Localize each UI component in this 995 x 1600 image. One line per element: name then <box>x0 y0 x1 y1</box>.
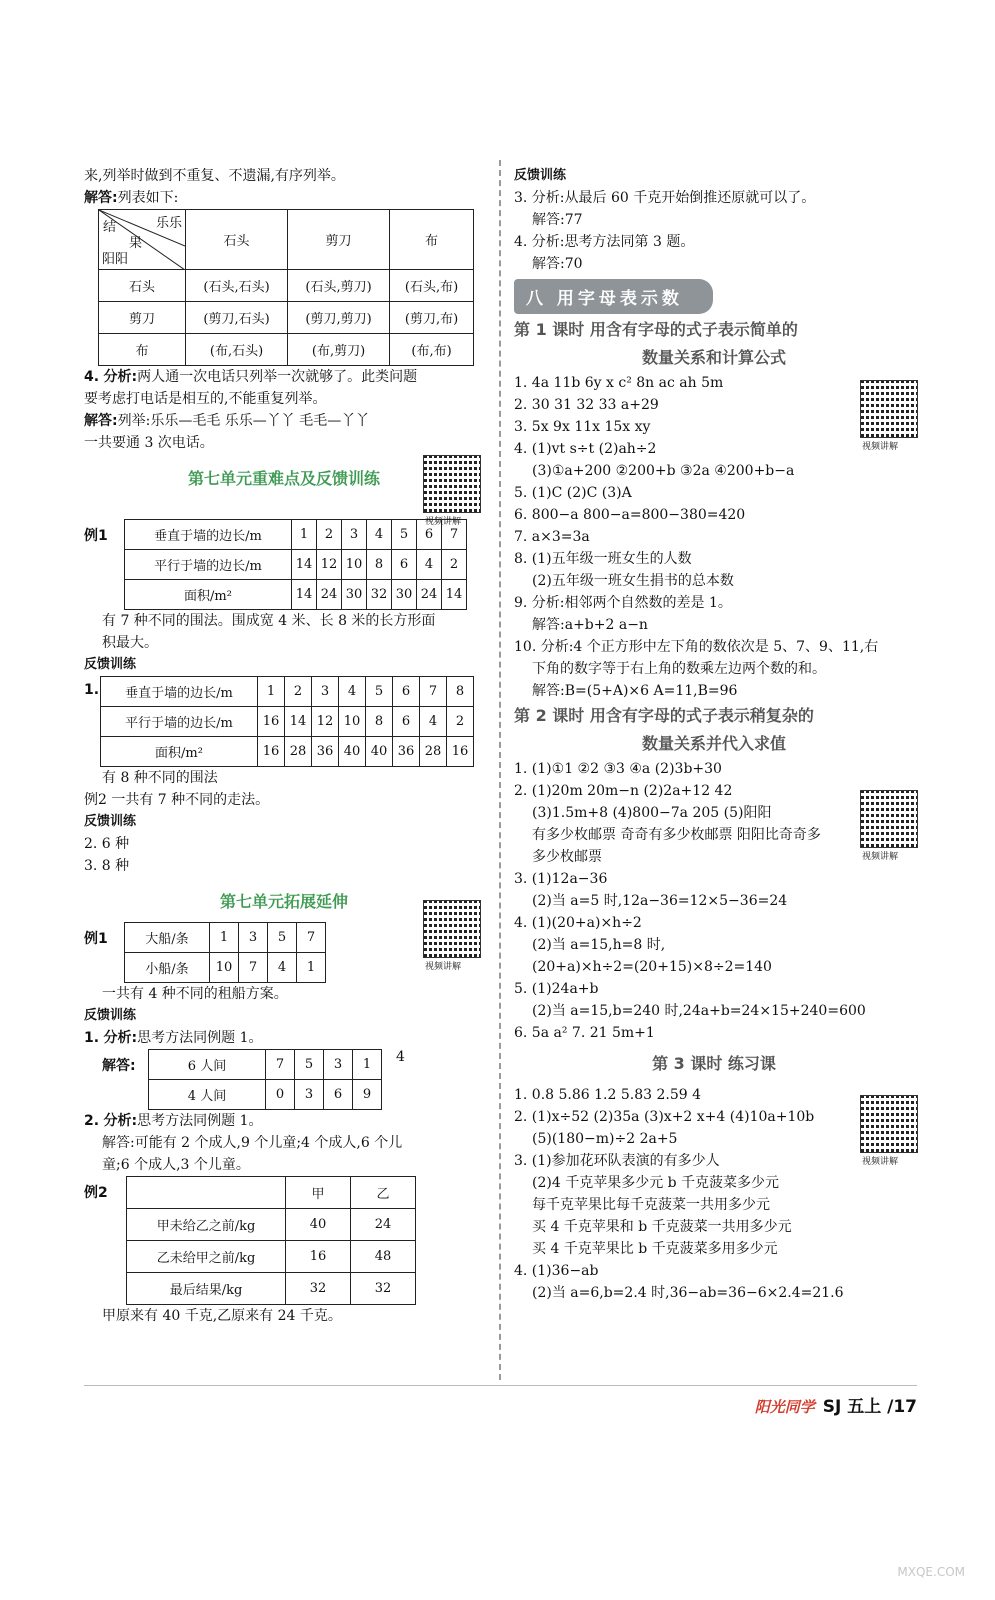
text-line: 有 7 种不同的围法。围成宽 4 米、长 8 米的长方形面 <box>102 613 436 629</box>
q-num: 1. <box>84 1030 100 1046</box>
cell: 1 <box>353 1050 382 1080</box>
row-header: 面积/m² <box>125 580 292 610</box>
subheading: 反馈训练 <box>84 1008 137 1023</box>
section-title: 第七单元重难点及反馈训练 <box>187 469 380 488</box>
cell: 32 <box>286 1273 351 1305</box>
page-number: SJ 五上 /17 <box>822 1397 917 1417</box>
fb1-table <box>100 676 474 767</box>
text: 列举:乐乐—毛毛 乐乐—丫丫 毛毛—丫丫 <box>117 413 370 429</box>
lesson-title: 第 1 课时 用含有字母的式子表示简单的 <box>514 320 798 339</box>
cell: (剪刀,剪刀) <box>288 302 390 334</box>
answer-line: 下角的数字等于右上角的数乘左边两个数的和。 <box>532 661 826 677</box>
cell: 12 <box>312 707 339 737</box>
cell: 3 <box>342 520 367 550</box>
answer-line: 2. (1)x÷52 (2)35a (3)x+2 x+4 (4)10a+10b <box>514 1109 815 1125</box>
cell: 32 <box>367 580 392 610</box>
cell: (剪刀,布) <box>390 302 474 334</box>
answer-line: (2)当 a=6,b=2.4 时,36−ab=36−6×2.4=21.6 <box>532 1285 844 1301</box>
qr-code-icon[interactable] <box>423 900 481 958</box>
answer-line: 10. 分析:4 个正方形中左下角的数依次是 5、7、9、11,右 <box>514 639 879 655</box>
row-header: 面积/m² <box>101 737 258 767</box>
cell: 4 <box>339 677 366 707</box>
cell: 14 <box>442 580 467 610</box>
text-line: 来,列举时做到不重复、不遗漏,有序列举。 <box>84 168 345 184</box>
qr-code-icon[interactable] <box>423 455 481 513</box>
answer-line: 4. (1)(20+a)×h÷2 <box>514 915 642 931</box>
cell: 36 <box>312 737 339 767</box>
qr-caption: 视频讲解 <box>425 517 462 527</box>
answer-line: 每千克苹果比每千克菠菜一共用多少元 <box>532 1197 770 1213</box>
cell: 2 <box>447 707 474 737</box>
ex3-table <box>124 922 326 983</box>
qr-caption: 视频讲解 <box>862 1157 899 1167</box>
answer-line: (2)当 a=15,h=8 时, <box>532 937 666 953</box>
cell: 40 <box>366 737 393 767</box>
left-column <box>84 165 484 1327</box>
answer-line: 1. 4a 11b 6y x c² 8n ac ah 5m <box>514 375 724 391</box>
cell: 16 <box>258 737 285 767</box>
answer-line: 5. (1)C (2)C (3)A <box>514 485 632 501</box>
answer-label: 解答: <box>102 1058 136 1074</box>
cell: 1 <box>258 677 285 707</box>
cell: 5 <box>268 923 297 953</box>
cell: 5 <box>295 1050 324 1080</box>
cell: 8 <box>367 550 392 580</box>
qr-code-icon[interactable] <box>860 380 918 438</box>
text: 思考方法同例题 1。 <box>137 1113 263 1129</box>
cell: 5 <box>392 520 417 550</box>
row-header: 垂直于墙的边长/m <box>125 520 292 550</box>
col-header: 布 <box>390 210 474 270</box>
answer-line: 买 4 千克苹果比 b 千克菠菜多用多少元 <box>532 1241 778 1257</box>
right-column <box>514 165 914 1304</box>
cell: 14 <box>292 580 317 610</box>
text-line: 2. 6 种 <box>84 836 130 852</box>
cell: 28 <box>420 737 447 767</box>
text-line: 3. 分析:从最后 60 千克开始倒推还原就可以了。 <box>514 190 816 206</box>
text-line: 解答:可能有 2 个成人,9 个儿童;4 个成人,6 个儿 <box>102 1135 403 1151</box>
answer-line: 买 4 千克苹果和 b 千克菠菜一共用多少元 <box>532 1219 792 1235</box>
cell: 0 <box>266 1080 295 1110</box>
row-header: 甲未给乙之前/kg <box>127 1209 286 1241</box>
lesson1-answers <box>514 372 914 702</box>
text-line: 4. 分析:思考方法同第 3 题。 <box>514 234 695 250</box>
answer-line: 5. (1)24a+b <box>514 981 599 997</box>
header-result: 结 <box>103 220 117 235</box>
text-line: 解答:70 <box>532 256 583 272</box>
example-label: 例2 <box>84 1185 108 1201</box>
lesson-title: 第 3 课时 练习课 <box>652 1054 776 1073</box>
cell: 40 <box>339 737 366 767</box>
example-label: 例1 <box>84 528 108 544</box>
cell: 9 <box>353 1080 382 1110</box>
cell: 1 <box>292 520 317 550</box>
cell: (布,剪刀) <box>288 334 390 366</box>
cell: 4 <box>417 550 442 580</box>
answer-line: 2. 30 31 32 33 a+29 <box>514 397 659 413</box>
qr-code-icon[interactable] <box>860 1095 918 1153</box>
text-line: 甲原来有 40 千克,乙原来有 24 千克。 <box>102 1308 342 1324</box>
answer-label: 解答: <box>84 413 118 429</box>
qr-caption: 视频讲解 <box>425 962 462 972</box>
cell: 5 <box>366 677 393 707</box>
page-footer <box>755 1392 917 1417</box>
cell: 1 <box>297 953 326 983</box>
section-title: 第七单元拓展延伸 <box>219 892 348 911</box>
cell: 4 <box>268 953 297 983</box>
cell: 4 <box>420 707 447 737</box>
answer-line: 8. (1)五年级一班女生的人数 <box>514 551 692 567</box>
cell: 10 <box>210 953 239 983</box>
q-num: 2. <box>84 1113 100 1129</box>
q-num: 4. <box>84 369 100 385</box>
cell: 16 <box>286 1241 351 1273</box>
cell: 10 <box>342 550 367 580</box>
answer-line: 3. (1)12a−36 <box>514 871 608 887</box>
qr-caption: 视频讲解 <box>862 442 899 452</box>
answer-line: 9. 分析:相邻两个自然数的差是 1。 <box>514 595 732 611</box>
lesson-title: 第 2 课时 用含有字母的式子表示稍复杂的 <box>514 706 814 725</box>
cell: 32 <box>351 1273 416 1305</box>
row-header: 布 <box>99 334 186 366</box>
cell: 4 <box>367 520 392 550</box>
subheading: 反馈训练 <box>514 168 567 183</box>
side-note: 4 <box>396 1049 405 1065</box>
answer-line: (2)4 千克苹果多少元 b 千克菠菜多少元 <box>532 1175 780 1191</box>
answer-line: (2)五年级一班女生捐书的总本数 <box>532 573 734 589</box>
header-yangyang: 阳阳 <box>102 252 129 267</box>
answer-line: 2. (1)20m 20m−n (2)2a+12 42 <box>514 783 733 799</box>
row-header: 乙未给甲之前/kg <box>127 1241 286 1273</box>
cell: 40 <box>286 1209 351 1241</box>
cell: 8 <box>447 677 474 707</box>
answer-line: 6. 800−a 800−a=800−380=420 <box>514 507 746 523</box>
cell: (石头,石头) <box>186 270 288 302</box>
answer-line: 4. (1)36−ab <box>514 1263 599 1279</box>
lesson-title: 数量关系并代入求值 <box>641 734 786 753</box>
answer-line: 多少枚邮票 <box>532 849 602 865</box>
cell: 7 <box>297 923 326 953</box>
answer-line: 有多少枚邮票 奇奇有多少枚邮票 阳阳比奇奇多 <box>532 827 821 843</box>
answer-line: (20+a)×h÷2=(20+15)×8÷2=140 <box>532 959 772 975</box>
answer-line: 解答:B=(5+A)×6 A=11,B=96 <box>532 683 738 699</box>
cell: 16 <box>258 707 285 737</box>
cell: 16 <box>447 737 474 767</box>
answer-line: 7. a×3=3a <box>514 529 590 545</box>
column-divider <box>499 160 501 1380</box>
answer-line: 3. (1)参加花环队表演的有多少人 <box>514 1153 720 1169</box>
row-header: 平行于墙的边长/m <box>101 707 258 737</box>
cell: 12 <box>317 550 342 580</box>
cell: 7 <box>266 1050 295 1080</box>
analysis-label: 分析: <box>103 1030 138 1046</box>
row-header: 小船/条 <box>125 953 210 983</box>
cell: 24 <box>417 580 442 610</box>
example-label: 例1 <box>84 931 108 947</box>
ex4-table <box>126 1176 416 1305</box>
cell: 28 <box>285 737 312 767</box>
fb3-table <box>148 1049 382 1110</box>
text-line: 童;6 个成人,3 个儿童。 <box>102 1157 250 1173</box>
cell: 2 <box>317 520 342 550</box>
ex1-table <box>124 519 467 610</box>
cell: (石头,布) <box>390 270 474 302</box>
cell: 1 <box>210 923 239 953</box>
cell: 14 <box>285 707 312 737</box>
answer-line: (5)(180−m)÷2 2a+5 <box>532 1131 678 1147</box>
row-header: 剪刀 <box>99 302 186 334</box>
answer-line: 1. (1)①1 ②2 ③3 ④a (2)3b+30 <box>514 761 722 777</box>
cell: 36 <box>393 737 420 767</box>
row-header: 石头 <box>99 270 186 302</box>
cell: 6 <box>324 1080 353 1110</box>
brand-logo: 阳光同学 <box>754 1398 815 1416</box>
analysis-label: 分析: <box>103 369 138 385</box>
cell: 7 <box>239 953 268 983</box>
cell: 3 <box>239 923 268 953</box>
cell: 6 <box>392 550 417 580</box>
lesson2-answers <box>514 758 914 1044</box>
cell: (石头,剪刀) <box>288 270 390 302</box>
lesson3-answers <box>514 1084 914 1304</box>
cell: 7 <box>442 520 467 550</box>
cell: 30 <box>342 580 367 610</box>
analysis-label: 分析: <box>103 1113 138 1129</box>
cell: 8 <box>366 707 393 737</box>
row-header: 4 人间 <box>149 1080 266 1110</box>
cell: 24 <box>317 580 342 610</box>
col-header: 石头 <box>186 210 288 270</box>
rps-table <box>98 209 474 366</box>
qr-code-icon[interactable] <box>860 790 918 848</box>
text-line: 一共要通 3 次电话。 <box>84 435 214 451</box>
cell: 6 <box>417 520 442 550</box>
text-line: 有 8 种不同的围法 <box>102 770 218 786</box>
col-header: 甲 <box>286 1177 351 1209</box>
subheading: 反馈训练 <box>84 814 137 829</box>
header-result2: 果 <box>129 236 143 251</box>
answer-label: 解答: <box>84 190 118 206</box>
row-header: 垂直于墙的边长/m <box>101 677 258 707</box>
row-header: 平行于墙的边长/m <box>125 550 292 580</box>
cell: 3 <box>324 1050 353 1080</box>
unit-heading: 八 用字母表示数 <box>514 279 713 314</box>
q-num: 1. <box>84 682 100 698</box>
col-header: 乙 <box>351 1177 416 1209</box>
cell: 10 <box>339 707 366 737</box>
text-line: 解答:77 <box>532 212 583 228</box>
text-line: 3. 8 种 <box>84 858 130 874</box>
answer-line: (2)当 a=15,b=240 时,24a+b=24×15+240=600 <box>532 1003 866 1019</box>
qr-caption: 视频讲解 <box>862 852 899 862</box>
footer-rule <box>84 1385 917 1386</box>
subheading: 反馈训练 <box>84 657 137 672</box>
cell: 2 <box>285 677 312 707</box>
cell: 30 <box>392 580 417 610</box>
lesson-title: 数量关系和计算公式 <box>641 348 786 367</box>
text-line: 一共有 4 种不同的租船方案。 <box>102 986 288 1002</box>
answer-line: (3)1.5m+8 (4)800−7a 205 (5)阳阳 <box>532 805 772 821</box>
col-header: 剪刀 <box>288 210 390 270</box>
cell: 6 <box>393 677 420 707</box>
cell: (布,石头) <box>186 334 288 366</box>
row-header: 6 人间 <box>149 1050 266 1080</box>
text: 两人通一次电话只列举一次就够了。此类问题 <box>137 369 418 385</box>
text: 列表如下: <box>117 190 179 206</box>
cell: 3 <box>312 677 339 707</box>
cell: 3 <box>295 1080 324 1110</box>
answer-line: 1. 0.8 5.86 1.2 5.83 2.59 4 <box>514 1087 702 1103</box>
cell: 24 <box>351 1209 416 1241</box>
header-lele: 乐乐 <box>155 216 182 231</box>
answer-line: (3)①a+200 ②200+b ③2a ④200+b−a <box>532 463 795 479</box>
cell: 48 <box>351 1241 416 1273</box>
answer-line: 解答:a+b+2 a−n <box>532 617 648 633</box>
answer-line: 6. 5a a² 7. 21 5m+1 <box>514 1025 655 1041</box>
cell: (剪刀,石头) <box>186 302 288 334</box>
answer-line: 3. 5x 9x 11x 15x xy <box>514 419 651 435</box>
cell: 7 <box>420 677 447 707</box>
row-header: 大船/条 <box>125 923 210 953</box>
cell: (布,布) <box>390 334 474 366</box>
cell: 2 <box>442 550 467 580</box>
text-line: 例2 一共有 7 种不同的走法。 <box>84 792 270 808</box>
cell: 14 <box>292 550 317 580</box>
cell: 6 <box>393 707 420 737</box>
answer-line: 4. (1)vt s÷t (2)ah÷2 <box>514 441 657 457</box>
row-header: 最后结果/kg <box>127 1273 286 1305</box>
answer-line: (2)当 a=5 时,12a−36=12×5−36=24 <box>532 893 788 909</box>
watermark: MXQE.COM <box>897 1565 965 1579</box>
text: 思考方法同例题 1。 <box>137 1030 263 1046</box>
text-line: 积最大。 <box>102 635 158 651</box>
text-line: 要考虑打电话是相互的,不能重复列举。 <box>84 391 327 407</box>
